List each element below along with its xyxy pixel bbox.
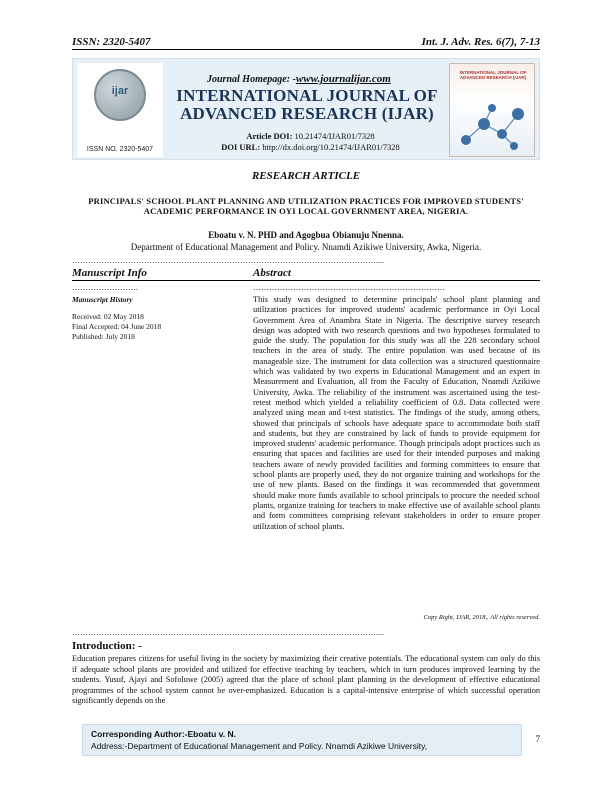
corresponding-author: Corresponding Author:-Eboatu v. N.: [91, 729, 236, 739]
doi-url-label: DOI URL:: [221, 142, 261, 152]
running-header: [72, 36, 540, 50]
logo-issn: ISSN NO. 2320-5407: [86, 146, 154, 153]
introduction-heading: Introduction: -: [72, 640, 142, 652]
article-authors: Eboatu v. N. PHD and Agogbua Obianuju Nnenna.: [208, 230, 404, 240]
molecule-icon: [456, 100, 530, 152]
abstract-heading: Abstract: [253, 267, 291, 279]
accepted-date: Final Accepted: 04 June 2018: [72, 322, 162, 331]
journal-cover-thumbnail: [449, 63, 535, 157]
journal-banner: [72, 58, 540, 160]
abstract-dots: ………………………………………………………………: [253, 283, 445, 292]
header-issn: ISSN: 2320-5407: [72, 36, 151, 48]
doi-block: [183, 131, 438, 153]
manuscript-info-heading: Manuscript Info: [72, 267, 147, 279]
journal-homepage: [207, 73, 391, 85]
doi-label: Article DOI:: [246, 131, 293, 141]
received-date: Received: 02 May 2018: [72, 312, 144, 321]
section-label: RESEARCH ARTICLE: [251, 170, 361, 182]
cover-title: INTERNATIONAL JOURNAL OF ADVANCED RESEARCH (IJAR): [459, 70, 527, 80]
corresponding-author-box: [82, 724, 522, 756]
manuscript-history-label: Manuscript History: [72, 295, 133, 304]
copyright-notice: Copy Right, IJAR, 2018,. All rights reserved.: [423, 614, 540, 621]
divider: [72, 280, 540, 281]
separator-top: ……………………………………………………………………………………………………....: [72, 256, 384, 265]
abstract-text: This study was designed to determine principals' school plant planning and utilization practices for improved students' academic performance in Oyi Local Government Area of Anambra State in Nigeria. The descriptive survey research design was adopted with two research questions and two hypotheses formulated to guide the study. The population for this study was all the 228 secondary school teachers in the area of study. The entire population was used because of its manageable size. The instrument for data collection was a structured questionnaire which was validated by two experts in Educational Management and an expert in Measurement and Evaluation, all from the Faculty of Education, Nnamdi Azikiwe University, Awka. The reliability of the instrument was ascertained using the test-retest method which yielded a reliability coefficient of 0.8. Data collected were analyzed using mean and t-test statistics. The findings of the study, among others, showed that principals of schools have adequate space to accommodate both staff and students, but they are constrained by lack of funds to provide equipment for improved students' academic performance. Though principals adopt practices such as ensuring that spaces and facilities are used for their intended purposes and making teachers aware of newly provided facilities and forming committees to ensure that school plants are properly used, they do not organize training and workshops for the use of new plants. Based on the findings it was recommended that government should make more funds available to school principals to procure the needed school plants, organize training for teachers to make effective use of available school plants and form committees comprising relevant stakeholders in order to ensure proper utilization of school plants.: [253, 295, 540, 531]
article-title: PRINCIPALS' SCHOOL PLANT PLANNING AND UTILIZATION PRACTICES FOR IMPROVED STUDENTS' ACADEMIC PERFORMANCE IN OYI LOCAL GOVERNMENT AREA, NIGERIA.: [88, 196, 524, 216]
header-citation: Int. J. Adv. Res. 6(7), 7-13: [421, 36, 540, 48]
manuscript-dates: [72, 312, 161, 342]
doi-url[interactable]: http://dx.doi.org/10.21474/IJAR01/7328: [262, 142, 400, 152]
page-number: 7: [535, 734, 540, 744]
logo-text: ijar: [111, 85, 129, 97]
manuscript-info-dots: …………………….: [72, 283, 138, 292]
introduction-text: Education prepares citizens for useful living in the society by maximizing their creative potentials. The educational system can only do this if adequate school plants are provided and utilized for effective teaching by teachers, which in turn produces improved learning by the students. Yusuf, Ajayi and Sofoluwe (2005) agreed that the place of school plant planning in the development of effective educational programmes of the school system cannot be over-emphasized. Education is a capital-intensive enterprise of which successful operation significantly depends on the: [72, 654, 540, 706]
journal-title: INTERNATIONAL JOURNAL OF ADVANCED RESEARCH (IJAR): [176, 86, 438, 123]
homepage-label: Journal Homepage: -: [207, 74, 296, 85]
separator-bottom: ……………………………………………………………………………………………………....: [72, 628, 384, 637]
corresponding-address: Address:-Department of Educational Management and Policy. Nnamdi Azikiwe University,: [91, 741, 428, 751]
published-date: Published: July 2018: [72, 332, 135, 341]
journal-logo: [77, 63, 163, 157]
homepage-link[interactable]: www.journalijar.com: [295, 73, 391, 85]
doi-value: 10.21474/IJAR01/7328: [294, 131, 375, 141]
article-affiliation: Department of Educational Management and Policy. Nnamdi Azikiwe University, Awka, Nigeria.: [130, 242, 482, 252]
